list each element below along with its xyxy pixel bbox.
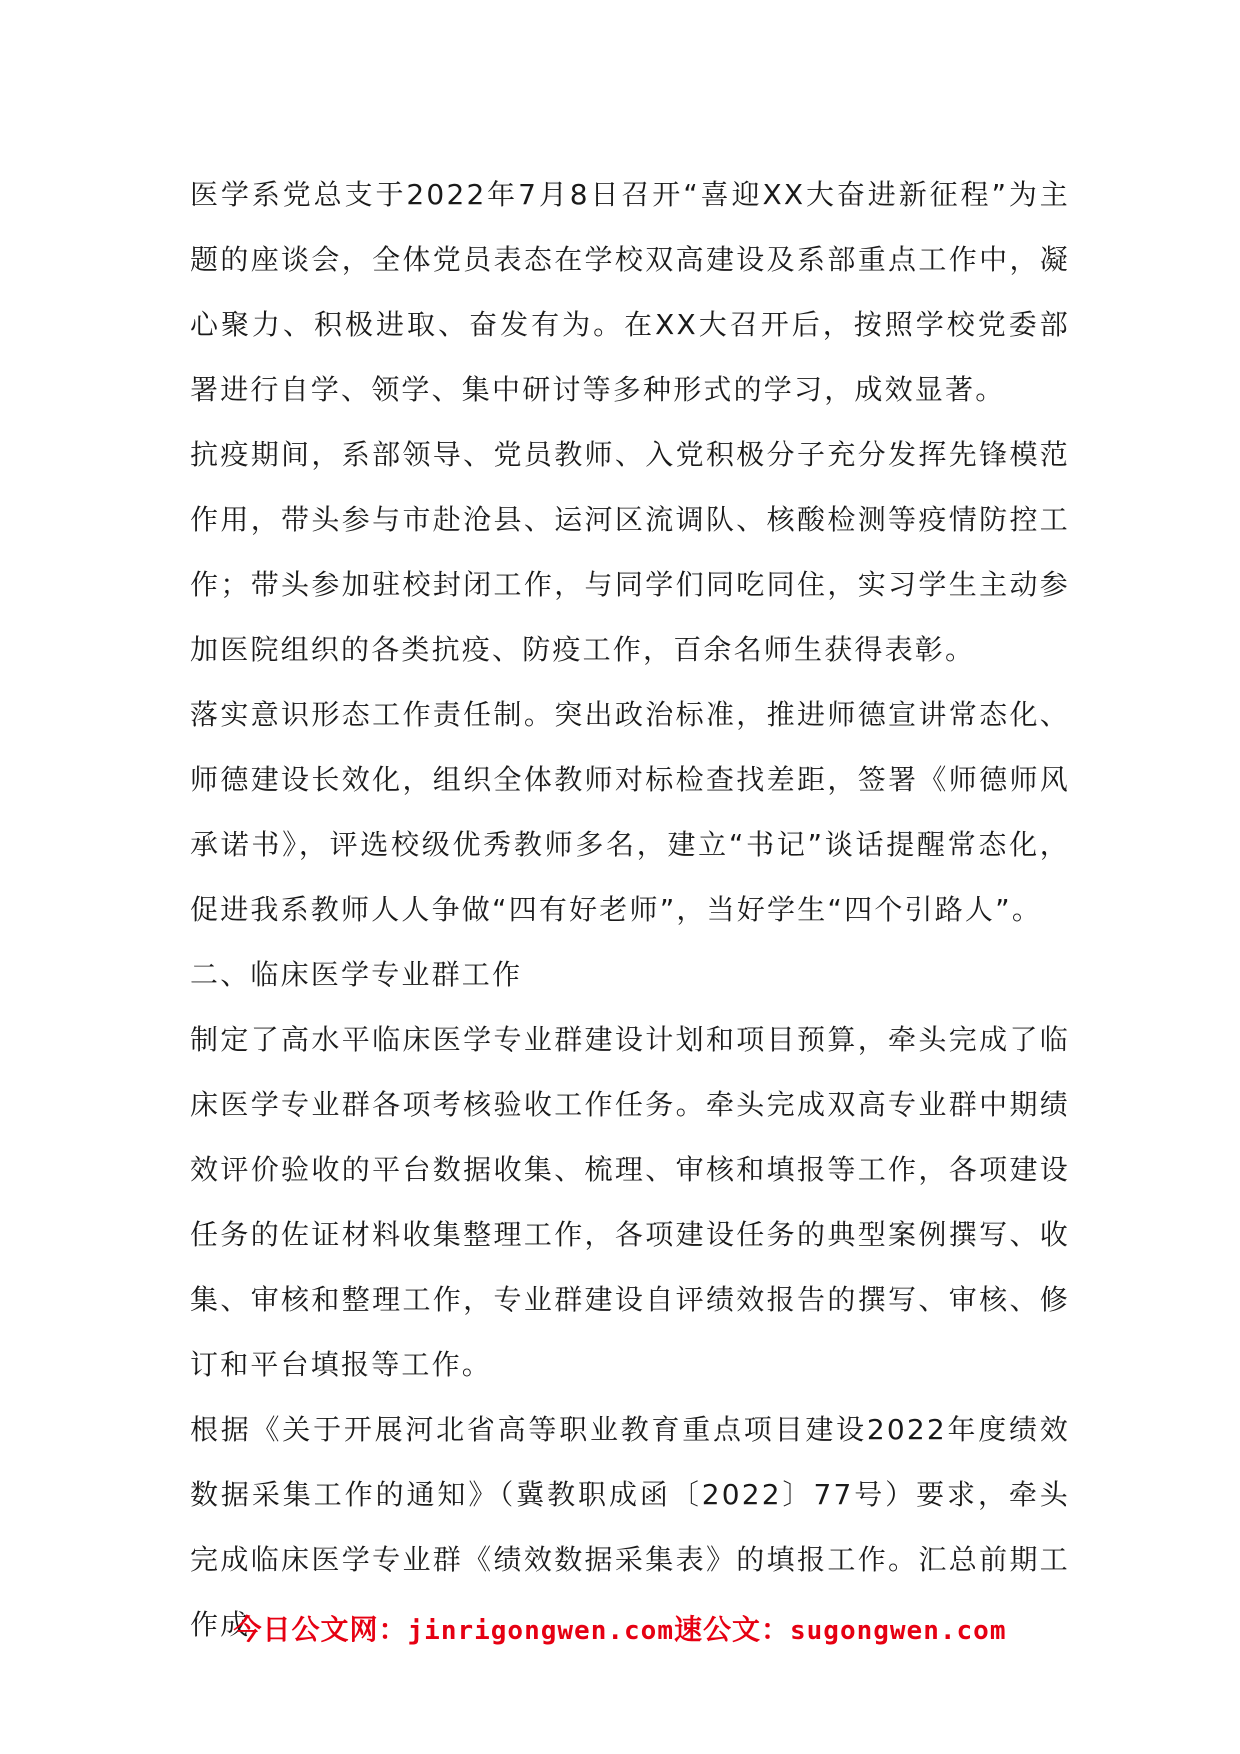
document-body <box>190 162 1070 1657</box>
footer-site1-label: 今日公文网： <box>233 1613 408 1646</box>
section-heading: 二、临床医学专业群工作 <box>190 958 523 991</box>
footer-watermark <box>0 1608 1240 1648</box>
paragraph-party-meeting: 医学系党总支于2022年7月8日召开“喜迎XX大奋进新征程”为主题的座谈会，全体党员表态在学校双高建设及系部重点工作中，凝心聚力、积极进取、奋发有为。在XX大召开后，按照学校党委部署进行自学、领学、集中研讨等多种形式的学习，成效显著。 <box>190 178 1070 406</box>
paragraph-epidemic: 抗疫期间，系部领导、党员教师、入党积极分子充分发挥先锋模范作用，带头参与市赴沧县、运河区流调队、核酸检测等疫情防控工作；带头参加驻校封闭工作，与同学们同吃同住，实习学生主动参加医院组织的各类抗疫、防疫工作，百余名师生获得表彰。 <box>190 438 1070 666</box>
footer-site2-label: 速公文： <box>673 1613 790 1646</box>
paragraph-performance-data: 根据《关于开展河北省高等职业教育重点项目建设2022年度绩效数据采集工作的通知》（冀教职成函〔2022〕77号）要求，牵头完成临床医学专业群《绩效数据采集表》的填报工作。汇总前期工作成 <box>190 1413 1070 1641</box>
paragraph-professional-group: 制定了高水平临床医学专业群建设计划和项目预算，牵头完成了临床医学专业群各项考核验收工作任务。牵头完成双高专业群中期绩效评价验收的平台数据收集、梳理、审核和填报等工作，各项建设任务的佐证材料收集整理工作，各项建设任务的典型案例撰写、收集、审核和整理工作，专业群建设自评绩效报告的撰写、审核、修订和平台填报等工作。 <box>190 1023 1070 1381</box>
paragraph-ideology: 落实意识形态工作责任制。突出政治标准，推进师德宣讲常态化、师德建设长效化，组织全体教师对标检查找差距，签署《师德师风承诺书》，评选校级优秀教师多名，建立“书记”谈话提醒常态化，促进我系教师人人争做“四有好老师”，当好学生“四个引路人”。 <box>190 698 1070 926</box>
footer-site2-link[interactable]: sugongwen.com <box>789 1616 1007 1646</box>
footer-site1-link[interactable]: jinrigongwen.com <box>407 1616 674 1646</box>
